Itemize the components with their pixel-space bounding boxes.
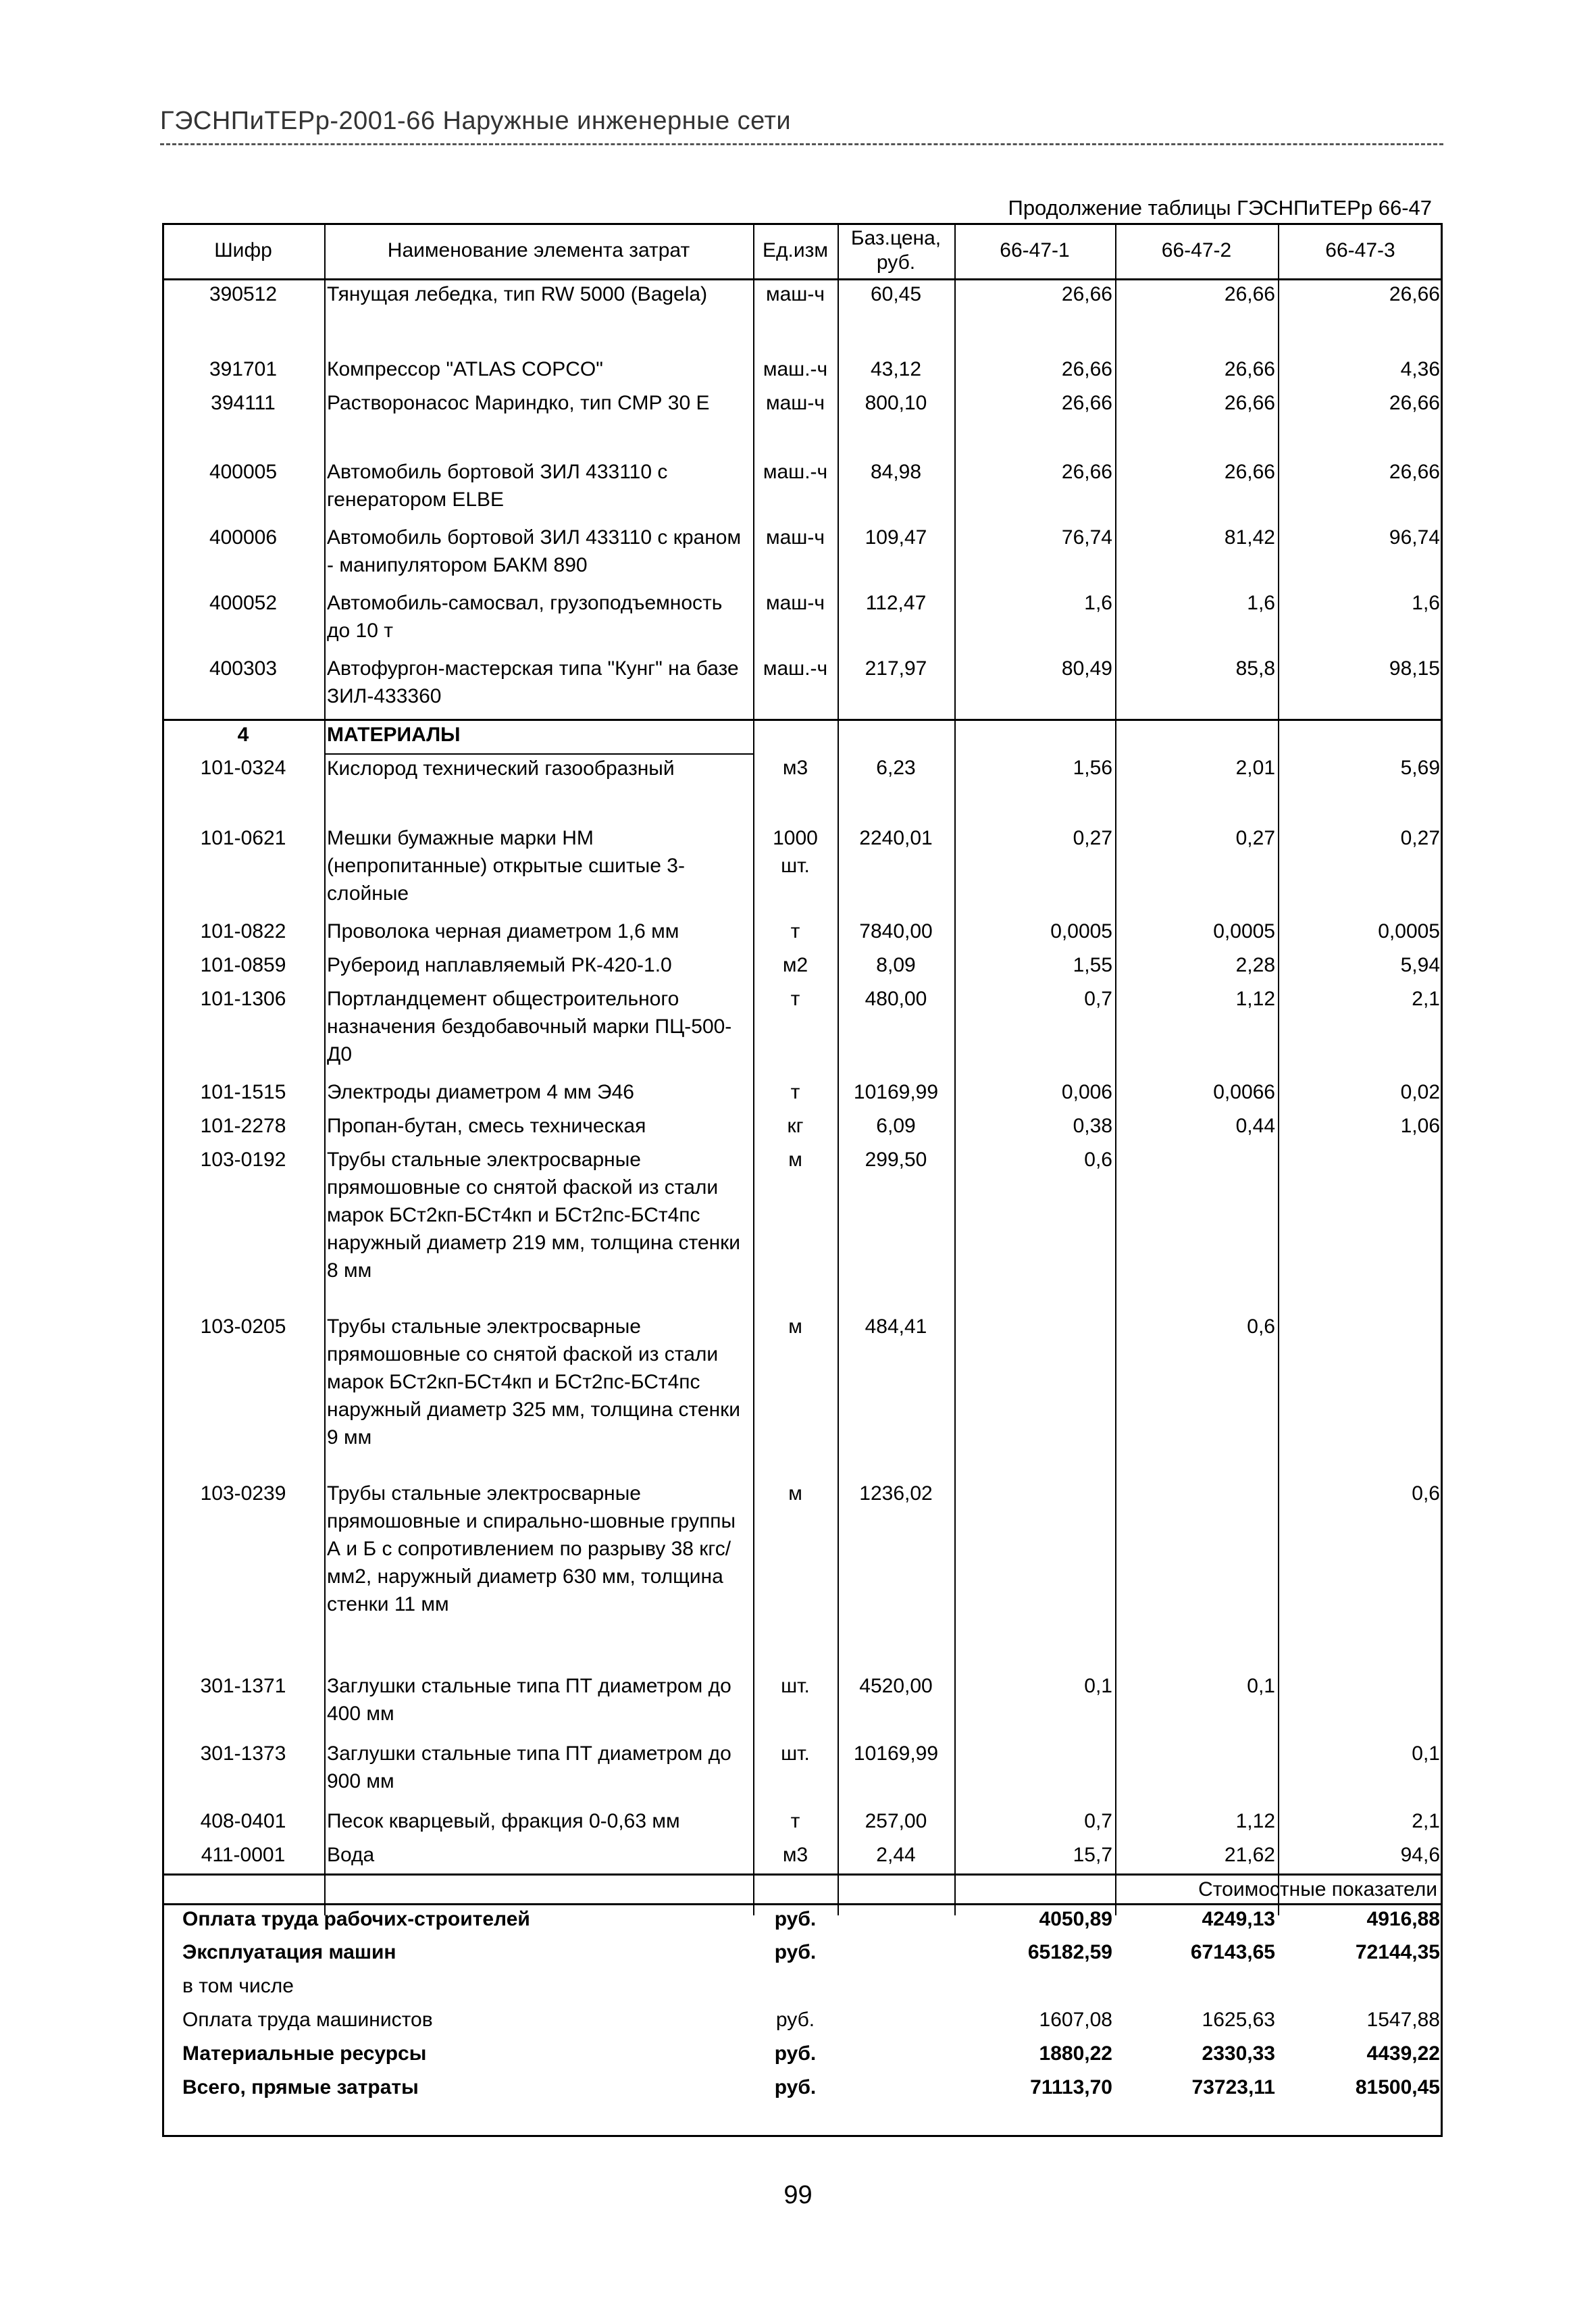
totals-v1: 71113,70 (1030, 2076, 1112, 2098)
totals-label: Материальные ресурсы (182, 2042, 427, 2065)
cell-code: 400006 (209, 526, 278, 549)
col-header-v2: 66-47-2 (1115, 223, 1278, 280)
table-row (162, 1841, 1443, 1875)
cell-unit: т (790, 987, 800, 1010)
cell-unit: маш.-ч (763, 460, 828, 483)
cell-price: 2240,01 (859, 826, 933, 849)
cell-name: Заглушки стальные типа ПТ диаметром до 900 мм (327, 1742, 731, 1792)
section-row (162, 720, 1443, 754)
cell-v2 (1115, 1146, 1278, 1313)
col-header-price: Баз.цена, руб. (838, 223, 954, 280)
col-header-code: Шифр (162, 223, 324, 280)
cell-code: 101-2278 (200, 1114, 286, 1137)
cell-v2: 0,0066 (1213, 1080, 1275, 1103)
cell-price: 6,23 (876, 756, 916, 779)
cell-v2: 2,28 (1235, 953, 1275, 976)
totals-empty (838, 2040, 954, 2073)
totals-empty (838, 1905, 954, 1938)
cell-name: Заглушки стальные типа ПТ диаметром до 400 мм (327, 1674, 731, 1725)
cell-v3: 1,6 (1412, 591, 1440, 614)
totals-v1: 1880,22 (1039, 2042, 1112, 2065)
cell-unit: шт. (781, 1674, 810, 1697)
cell-v1: 76,74 (1061, 526, 1112, 549)
cell-unit (753, 796, 838, 824)
cell-v3: 0,27 (1400, 826, 1440, 849)
cell-price: 10169,99 (853, 1742, 939, 1765)
totals-label: в том числе (182, 1974, 294, 1997)
table-row (162, 355, 1443, 389)
cell-v3: 0,02 (1400, 1080, 1440, 1103)
cell-v3: 1,06 (1400, 1114, 1440, 1137)
cell-v3: 26,66 (1389, 391, 1440, 414)
cell-code: 103-0239 (200, 1482, 286, 1505)
cell-code (162, 313, 324, 355)
totals-v3: 72144,35 (1355, 1940, 1440, 1963)
cell-v3 (1278, 1672, 1443, 1740)
totals-v2 (1115, 1972, 1278, 2006)
cell-v3: 5,94 (1400, 953, 1440, 976)
cell-unit: маш-ч (766, 591, 825, 614)
cell-code: 103-0205 (200, 1315, 286, 1338)
totals-row (162, 1905, 1443, 1938)
cell-unit: т (790, 1080, 800, 1103)
cell-name: Автомобиль-самосвал, грузоподъемность до 10 т (327, 591, 723, 642)
totals-v2: 2330,33 (1202, 2042, 1275, 2065)
totals-body (162, 1875, 1443, 2107)
cell-v2: 85,8 (1235, 657, 1275, 680)
cell-v1 (954, 1480, 1115, 1672)
cell-code: 301-1371 (200, 1674, 286, 1697)
cell-v1: 26,66 (1061, 460, 1112, 483)
totals-label: Оплата труда рабочих-строителей (182, 1908, 530, 1930)
totals-row (162, 1938, 1443, 1972)
cell-name: Рубероид наплавляемый РК-420-1.0 (327, 953, 672, 976)
totals-v1 (954, 1972, 1115, 2006)
cost-header-row (162, 1875, 1443, 1905)
totals-v1: 65182,59 (1027, 1940, 1112, 1963)
table-row (162, 824, 1443, 917)
col-header-v3: 66-47-3 (1278, 223, 1443, 280)
totals-v3: 1547,88 (1366, 2008, 1440, 2031)
cell-name: Трубы стальные электросварные прямошовные со снятой фаской из стали марок БСт2кп-БСт4кп и БСт2пс-БСт4пс наружный диаметр 325 мм, толщина стенки 9 мм (327, 1315, 741, 1449)
cell-name: Автофургон-мастерская типа "Кунг" на базе ЗИЛ-433360 (327, 657, 739, 707)
totals-unit: руб. (774, 1940, 817, 1963)
cell-v1: 0,006 (1061, 1080, 1112, 1103)
cell-v1 (954, 431, 1115, 458)
cost-header: Стоимостные показатели (162, 1875, 1443, 1905)
cell-name: Проволока черная диаметром 1,6 мм (327, 920, 679, 942)
cell-name (324, 313, 753, 355)
cell-v3 (1278, 431, 1443, 458)
cell-price: 480,00 (865, 987, 927, 1010)
cell-name: Вода (327, 1843, 375, 1866)
cell-unit: м (788, 1482, 802, 1505)
cell-v1: 1,56 (1073, 756, 1112, 779)
cell-price (838, 313, 954, 355)
cell-price: 60,45 (870, 283, 922, 305)
cell-code: 411-0001 (201, 1843, 286, 1866)
cell-unit: маш-ч (766, 526, 825, 549)
cell-v2: 26,66 (1224, 391, 1275, 414)
cell-price: 800,10 (865, 391, 927, 414)
totals-v3: 4916,88 (1366, 1908, 1440, 1930)
table-row (162, 1112, 1443, 1146)
cell-v1: 0,7 (1084, 1809, 1112, 1832)
table-row (162, 1480, 1443, 1672)
cell-name: Компрессор "ATLAS COPCO" (327, 357, 603, 380)
totals-empty (838, 2073, 954, 2107)
table-row (162, 796, 1443, 824)
cell-v1: 0,6 (1084, 1148, 1112, 1171)
cell-unit: 1000 шт. (773, 826, 818, 877)
cell-price: 10169,99 (853, 1080, 939, 1103)
totals-v3: 81500,45 (1355, 2076, 1440, 2098)
cell-price (838, 720, 954, 754)
cell-v1: 80,49 (1061, 657, 1112, 680)
cell-price: 257,00 (865, 1809, 927, 1832)
cell-code: 391701 (209, 357, 278, 380)
totals-empty (838, 1972, 954, 2006)
cell-unit: м2 (782, 953, 808, 976)
totals-v3 (1278, 1972, 1443, 2006)
totals-row (162, 1972, 1443, 2006)
cell-price: 7840,00 (859, 920, 933, 942)
cell-v2: 1,12 (1235, 1809, 1275, 1832)
table-row (162, 1740, 1443, 1807)
cell-code: 408-0401 (200, 1809, 286, 1832)
cell-unit: кг (787, 1114, 804, 1137)
cell-price: 109,47 (865, 526, 927, 549)
cell-v1: 26,66 (1061, 357, 1112, 380)
cell-unit: т (790, 1809, 800, 1832)
cell-code: 101-0621 (200, 826, 286, 849)
cell-name: Кислород технический газообразный (327, 757, 675, 780)
cell-v2: 0,44 (1235, 1114, 1275, 1137)
cell-name: Трубы стальные электросварные прямошовные и спирально-шовные группы А и Б с сопротивлением по разрыву 38 кгс/мм2, наружный диаметр 630 мм, толщина стенки 11 мм (327, 1482, 736, 1615)
cell-name: Электроды диаметром 4 мм Э46 (327, 1080, 634, 1103)
cell-name: Тянущая лебедка, тип RW 5000 (Bagela) (327, 283, 708, 305)
cell-unit: маш-ч (766, 391, 825, 414)
cell-v3: 0,6 (1412, 1482, 1440, 1505)
cell-v3 (1278, 796, 1443, 824)
totals-v3: 4439,22 (1366, 2042, 1440, 2065)
totals-row (162, 2006, 1443, 2040)
cell-v2 (1115, 796, 1278, 824)
cell-code (162, 431, 324, 458)
table-row (162, 655, 1443, 720)
cell-v2: 2,01 (1235, 756, 1275, 779)
cell-unit: маш-ч (766, 283, 825, 305)
table-row (162, 1672, 1443, 1740)
totals-v2: 4249,13 (1202, 1908, 1275, 1930)
cell-v2: 0,6 (1247, 1315, 1275, 1338)
cell-v3: 2,1 (1412, 1809, 1440, 1832)
cell-name (324, 796, 753, 824)
totals-unit: руб. (775, 2008, 815, 2031)
cell-price: 84,98 (870, 460, 922, 483)
cell-v1 (954, 796, 1115, 824)
cell-price: 43,12 (870, 357, 922, 380)
cell-v1: 0,0005 (1050, 920, 1112, 942)
cell-v2: 81,42 (1224, 526, 1275, 549)
cell-price: 8,09 (876, 953, 916, 976)
totals-v2: 73723,11 (1191, 2076, 1275, 2098)
cell-code: 101-0859 (200, 953, 286, 976)
totals-v2: 1625,63 (1202, 2008, 1275, 2031)
cell-price: 217,97 (865, 657, 927, 680)
cell-unit: маш.-ч (763, 657, 828, 680)
cell-v3: 26,66 (1389, 283, 1440, 305)
cell-v2 (1115, 720, 1278, 754)
cell-code: 101-1515 (200, 1080, 286, 1103)
cell-v1: 26,66 (1061, 391, 1112, 414)
cell-v3 (1278, 313, 1443, 355)
totals-v1: 4050,89 (1039, 1908, 1112, 1930)
table-row (162, 985, 1443, 1078)
cell-v2: 0,1 (1247, 1674, 1275, 1697)
totals-unit: руб. (774, 2042, 817, 2065)
cell-v1: 0,27 (1073, 826, 1112, 849)
cell-name (324, 431, 753, 458)
cell-price (838, 431, 954, 458)
totals-v1: 1607,08 (1039, 2008, 1112, 2031)
table-row (162, 524, 1443, 589)
totals-label: Всего, прямые затраты (182, 2076, 419, 2098)
table-row (162, 431, 1443, 458)
table-body (162, 280, 1443, 1875)
cell-unit: шт. (781, 1742, 810, 1765)
totals-unit (753, 1972, 838, 2006)
cell-code: 101-1306 (200, 987, 286, 1010)
cell-v1: 0,7 (1084, 987, 1112, 1010)
cell-v1 (954, 313, 1115, 355)
table-row (162, 951, 1443, 985)
cell-v2: 21,62 (1224, 1843, 1275, 1866)
cell-code (162, 796, 324, 824)
cell-unit: т (790, 920, 800, 942)
cell-v2 (1115, 313, 1278, 355)
totals-row (162, 2073, 1443, 2107)
cell-v2: 1,12 (1235, 987, 1275, 1010)
cell-unit: м3 (782, 1843, 808, 1866)
table-row (162, 389, 1443, 431)
cell-v3 (1278, 1146, 1443, 1313)
cell-v1: 26,66 (1061, 283, 1112, 305)
cell-code: 101-0822 (200, 920, 286, 942)
cell-v2: 0,27 (1235, 826, 1275, 849)
cell-v1: 0,38 (1073, 1114, 1112, 1137)
table-row (162, 1313, 1443, 1480)
cell-code: 394111 (211, 391, 276, 414)
col-header-name: Наименование элемента затрат (324, 223, 753, 280)
cell-v3 (1278, 720, 1443, 754)
cell-v3: 5,69 (1400, 756, 1440, 779)
cell-v2: 26,66 (1224, 460, 1275, 483)
cell-v3: 96,74 (1389, 526, 1440, 549)
cell-code: 400052 (209, 591, 278, 614)
cell-v3: 26,66 (1389, 460, 1440, 483)
cell-price: 1236,02 (859, 1482, 933, 1505)
table-row (162, 589, 1443, 655)
cell-code: 390512 (209, 283, 278, 305)
table-row (162, 917, 1443, 951)
cell-code: 103-0192 (200, 1148, 286, 1171)
cell-v3: 0,0005 (1378, 920, 1440, 942)
cell-name: Пропан-бутан, смесь техническая (327, 1114, 646, 1137)
cell-price: 299,50 (865, 1148, 927, 1171)
table-header-row (162, 223, 1443, 280)
cell-v2: 0,0005 (1213, 920, 1275, 942)
totals-empty (838, 2006, 954, 2040)
cell-price: 6,09 (876, 1114, 916, 1137)
cell-v1: 1,55 (1073, 953, 1112, 976)
totals-unit: руб. (774, 1908, 817, 1930)
cell-v2 (1115, 431, 1278, 458)
cell-name: Портландцемент общестроительного назначения бездобавочный марки ПЦ-500-Д0 (327, 987, 732, 1065)
cell-price: 112,47 (865, 591, 927, 614)
cell-v3: 4,36 (1400, 357, 1440, 380)
cell-v1: 15,7 (1073, 1843, 1112, 1866)
totals-empty (838, 1938, 954, 1972)
cell-v3: 2,1 (1412, 987, 1440, 1010)
totals-v2: 67143,65 (1190, 1940, 1275, 1963)
cell-unit (753, 313, 838, 355)
cell-code: 400303 (209, 657, 278, 680)
totals-unit: руб. (774, 2076, 817, 2098)
table-row (162, 280, 1443, 313)
cell-code: 301-1373 (200, 1742, 286, 1765)
table-row (162, 1807, 1443, 1841)
table-row (162, 1146, 1443, 1313)
cell-v3: 94,6 (1400, 1843, 1440, 1866)
cell-name: Трубы стальные электросварные прямошовные со снятой фаской из стали марок БСт2кп-БСт4кп и БСт2пс-БСт4пс наружный диаметр 219 мм, толщина стенки 8 мм (327, 1148, 741, 1282)
cell-v3 (1278, 1313, 1443, 1480)
cell-name: Автомобиль бортовой ЗИЛ 433110 с краном - манипулятором БАКМ 890 (327, 526, 742, 576)
cell-v2 (1115, 1740, 1278, 1807)
resource-table (162, 223, 1443, 2107)
cell-name: Растворонасос Мариндко, тип СМР 30 Е (327, 391, 710, 414)
table-row (162, 458, 1443, 524)
cell-name: Автомобиль бортовой ЗИЛ 433110 с генератором ELBE (327, 460, 668, 511)
cell-v2: 26,66 (1224, 357, 1275, 380)
cell-name: Мешки бумажные марки НМ (непропитанные) открытые сшитые 3-слойные (327, 826, 685, 905)
cell-v2: 1,6 (1247, 591, 1275, 614)
cell-v2 (1115, 1480, 1278, 1672)
cell-price: 2,44 (876, 1843, 916, 1866)
cell-unit (753, 431, 838, 458)
cell-price (838, 796, 954, 824)
cell-v3: 0,1 (1412, 1742, 1440, 1765)
cell-v3: 98,15 (1389, 657, 1440, 680)
cell-v1: 1,6 (1084, 591, 1112, 614)
header-rule (160, 143, 1443, 145)
continuation-note: Продолжение таблицы ГЭСНПиТЕРр 66-47 (1008, 196, 1432, 220)
col-header-v1: 66-47-1 (954, 223, 1115, 280)
cell-unit: м (788, 1315, 802, 1338)
cell-price: 4520,00 (859, 1674, 933, 1697)
cell-v1 (954, 1740, 1115, 1807)
cell-v1: 0,1 (1084, 1674, 1112, 1697)
cell-v1 (954, 1313, 1115, 1480)
totals-label: Эксплуатация машин (182, 1940, 396, 1963)
cell-v2: 26,66 (1224, 283, 1275, 305)
totals-row (162, 2040, 1443, 2073)
cell-unit: маш.-ч (763, 357, 828, 380)
page-number: 99 (783, 2181, 813, 2209)
running-title: ГЭСНПиТЕРр-2001-66 Наружные инженерные сети (160, 107, 792, 135)
table-row (162, 313, 1443, 355)
cell-unit (753, 720, 838, 754)
cell-unit: м (788, 1148, 802, 1171)
col-header-unit: Ед.изм (753, 223, 838, 280)
cell-v1 (954, 720, 1115, 754)
cell-code: 4 (162, 720, 324, 754)
cell-name: МАТЕРИАЛЫ (324, 720, 753, 754)
table-row (162, 754, 1443, 796)
cell-code: 101-0324 (200, 756, 286, 779)
cell-name: Песок кварцевый, фракция 0-0,63 мм (327, 1809, 680, 1832)
table-row (162, 1078, 1443, 1112)
cell-code: 400005 (209, 460, 278, 483)
totals-label: Оплата труда машинистов (182, 2008, 433, 2031)
cell-price: 484,41 (865, 1315, 927, 1338)
cell-unit: м3 (782, 756, 808, 779)
